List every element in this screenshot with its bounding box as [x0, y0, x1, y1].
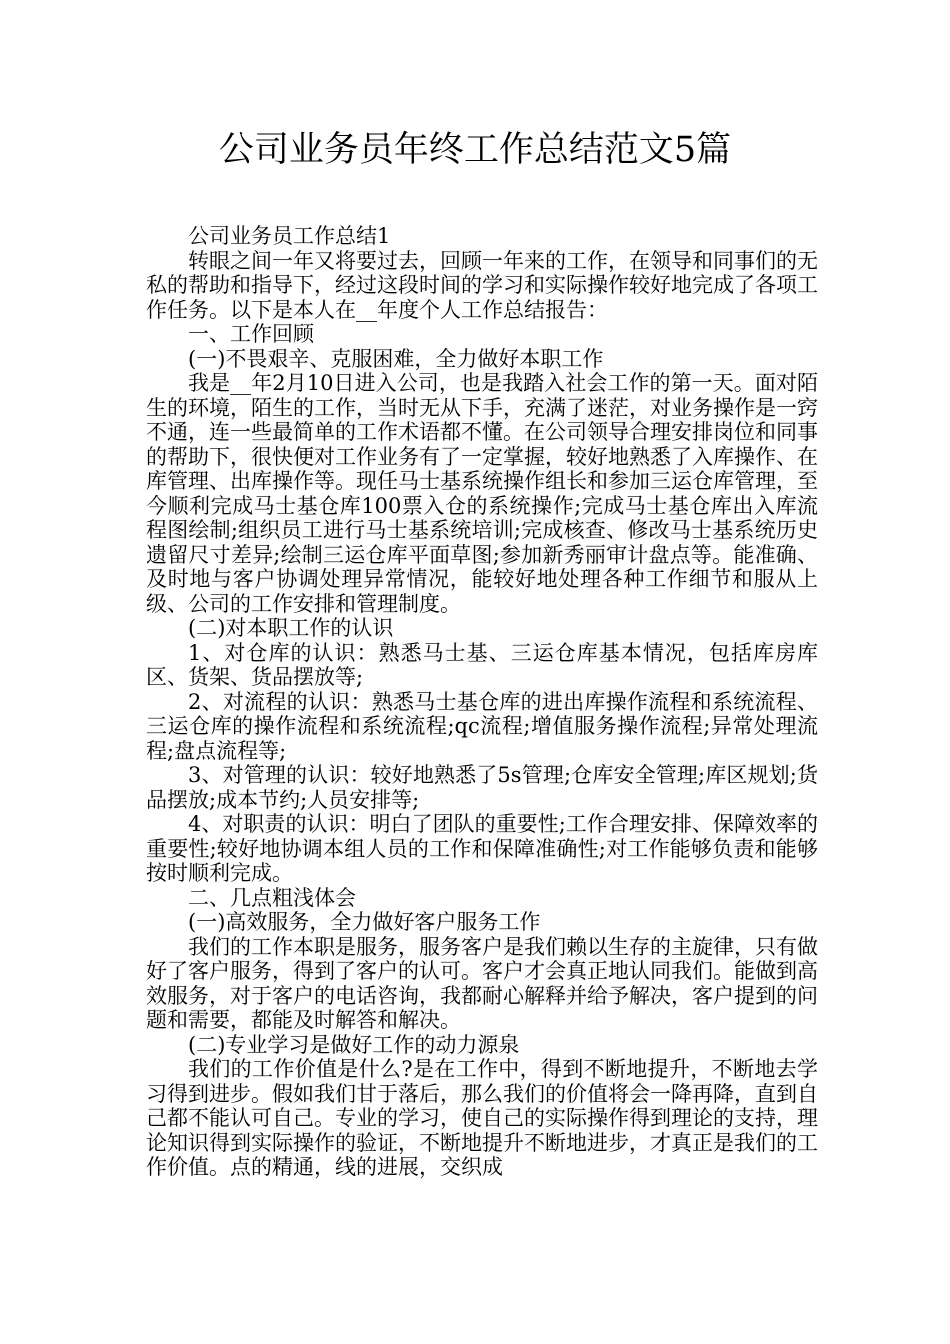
subheading-service: (一)高效服务，全力做好客户服务工作 — [188, 910, 541, 934]
list-item-process: 2、对流程的认识：熟悉马士基仓库的进出库操作流程和系统流程、三运仓库的操作流程和系统流程;qc流程;增值服务操作流程;异常处理流程;盘点流程等; — [146, 689, 818, 763]
list-item-duty: 4、对职责的认识：明白了团队的重要性;工作合理安排、保障效率的重要性;较好地协调本组人员的工作和保障准确性;对工作能够负责和能够按时顺利完成。 — [146, 812, 818, 885]
paragraph-learning: 我们的工作价值是什么?是在工作中，得到不断地提升，不断地去学习得到进步。假如我们甘于落后，那么我们的价值将会一降再降，直到自己都不能认可自己。专业的学习，使自己的实际操作得到理论的支持，理论知识得到实际操作的验证，不断地提升不断地进步，才真正是我们的工作价值。点的精通，线的进展，交织成 — [146, 1057, 818, 1179]
heading-work-review: 一、工作回顾 — [188, 322, 314, 346]
subheading-1: (一)不畏艰辛、克服困难，全力做好本职工作 — [188, 346, 604, 371]
document-title: 公司业务员年终工作总结范文5篇 — [218, 130, 732, 170]
subheading-learning: (二)专业学习是做好工作的动力源泉 — [188, 1032, 520, 1057]
subheading-2: (二)对本职工作的认识 — [188, 616, 394, 640]
list-item-warehouse: 1、对仓库的认识：熟悉马士基、三运仓库基本情况，包括库房库区、货架、货品摆放等; — [146, 640, 818, 689]
paragraph-work-detail: 我是__年2月10日进入公司，也是我踏入社会工作的第一天。面对陌生的环境，陌生的工作，当时无从下手，充满了迷茫，对业务操作是一窍不通，连一些最简单的工作术语都不懂。在公司领导合理安排岗位和同事的帮助下，很快便对工作业务有了一定掌握，较好地熟悉了入库操作、在库管理、出库操作等。现任马士基系统操作组长和参加三运仓库管理，至今顺利完成马士基仓库100票入仓的系统操作;完成马士基仓库出入库流程图绘制;组织员工进行马士基系统培训;完成核查、修改马士基系统历史遗留尺寸差异;绘制三运仓库平面草图;参加新秀丽审计盘点等。能准确、及时地与客户协调处理异常情况，能较好地处理各种工作细节和服从上级、公司的工作安排和管理制度。 — [146, 371, 818, 616]
paragraph-intro: 转眼之间一年又将要过去，回顾一年来的工作，在领导和同事们的无私的帮助和指导下，经过这段时间的学习和实际操作较好地完成了各项工作任务。以下是本人在__年度个人工作总结报告： — [146, 248, 818, 322]
list-item-management: 3、对管理的认识：较好地熟悉了5s管理;仓库安全管理;库区规划;货品摆放;成本节约;人员安排等; — [146, 763, 818, 812]
heading-experience: 二、几点粗浅体会 — [188, 885, 356, 910]
section-heading-summary-1: 公司业务员工作总结1 — [188, 224, 391, 248]
paragraph-service: 我们的工作本职是服务，服务客户是我们赖以生存的主旋律，只有做好了客户服务，得到了客户的认可。客户才会真正地认同我们。能做到高效服务，对于客户的电话咨询，我都耐心解释并给予解决，客户提到的问题和需要，都能及时解答和解决。 — [146, 934, 818, 1032]
document-body — [146, 224, 818, 1180]
